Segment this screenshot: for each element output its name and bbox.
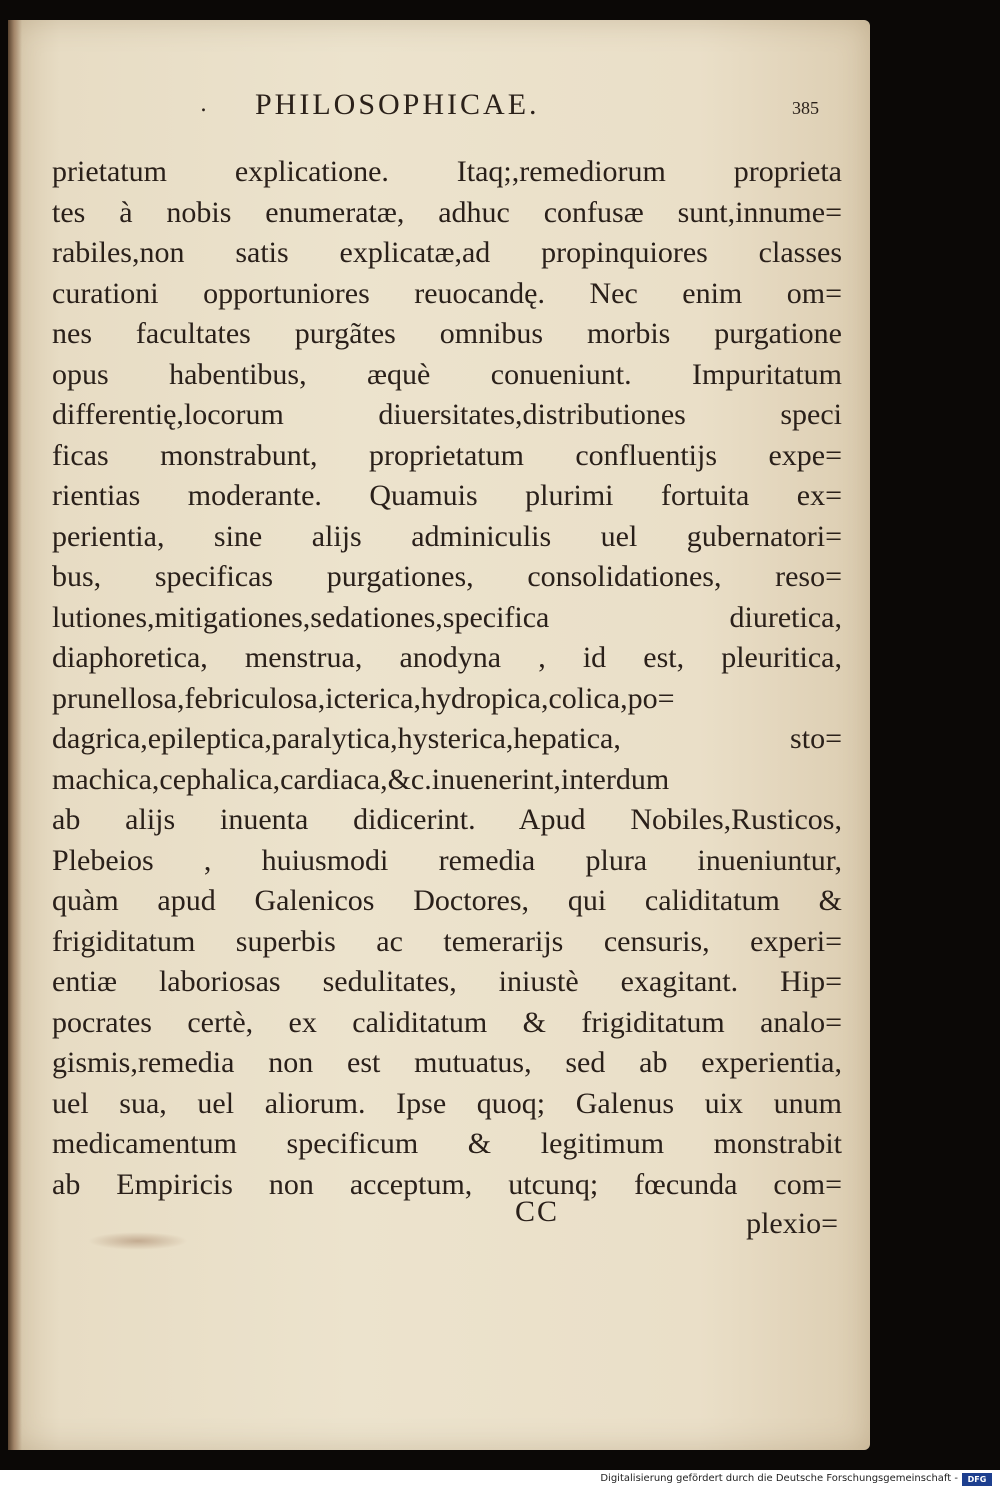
text-line: dagrica,epileptica,paralytica,hysterica,hepatica, sto= [52, 722, 842, 755]
text-line: prunellosa,febriculosa,icterica,hydropica,colica,po= [52, 681, 675, 715]
footer-bar [0, 1470, 1000, 1490]
text-line: pocrates certè, ex caliditatum & frigiditatum analo= [52, 1005, 842, 1039]
text-line: nes facultates purgãtes omnibus morbis purgatione [52, 317, 842, 350]
text-line: tes à nobis enumeratæ, adhuc confusæ sunt,innume= [52, 195, 842, 229]
text-line: gismis,remedia non est mutuatus, sed ab experientia, [52, 1046, 842, 1079]
text-line: rabiles,non satis explicatæ,ad propinquiores classes [52, 236, 842, 269]
text-line: uel sua, uel aliorum. Ipse quoq; Galenus uix unum [52, 1086, 842, 1120]
footer-credit: Digitalisierung gefördert durch die Deutsche Forschungsgemeinschaft - [600, 1473, 958, 1484]
text-line: diaphoretica, menstrua, anodyna , id est, pleuritica, [52, 641, 842, 674]
dfg-logo-icon: DFG [962, 1473, 992, 1486]
text-line: curationi opportuniores reuocandę. Nec enim om= [52, 276, 842, 310]
text-line: entiæ laboriosas sedulitates, iniustè exagitant. Hip= [52, 965, 842, 998]
text-line: ab Empiricis non acceptum, utcunq; fœcunda com= [52, 1167, 842, 1201]
text-line: opus habentibus, æquè conueniunt. Impuritatum [52, 357, 842, 391]
page-number: 385 [792, 98, 819, 118]
text-line: medicamentum specificum & legitimum monstrabit [52, 1127, 842, 1160]
text-line: quàm apud Galenicos Doctores, qui caliditatum & [52, 884, 842, 917]
text-line: frigiditatum superbis ac temerarijs censuris, experi= [52, 924, 842, 958]
text-line: ab alijs inuenta didicerint. Apud Nobiles,Rusticos, [52, 803, 842, 836]
catchword-row [52, 1195, 842, 1245]
text-line: ficas monstrabunt, proprietatum confluentijs expe= [52, 438, 842, 472]
body-text [52, 152, 842, 1205]
text-line: Plebeios , huiusmodi remedia plura inueniuntur, [52, 843, 842, 877]
text-line: bus, specificas purgationes, consolidationes, reso= [52, 560, 842, 593]
text-line: prietatum explicatione. Itaq;,remediorum proprieta [52, 155, 842, 188]
text-line: lutiones,mitigationes,sedationes,specifica diuretica, [52, 600, 842, 634]
text-line: rientias moderante. Quamuis plurimi fortuita ex= [52, 479, 842, 512]
head-dot: . [200, 92, 207, 117]
binding-gutter [8, 20, 22, 1450]
signature-mark: CC [515, 1195, 560, 1228]
text-line: perientia, sine alijs adminiculis uel gubernatori= [52, 519, 842, 553]
running-head: PHILOSOPHICAE. [255, 88, 540, 121]
text-line: machica,cephalica,cardiaca,&c.inuenerint,interdum [52, 762, 670, 796]
catchword: plexio= [746, 1207, 838, 1240]
text-line: differentię,locorum diuersitates,distributiones speci [52, 398, 842, 431]
